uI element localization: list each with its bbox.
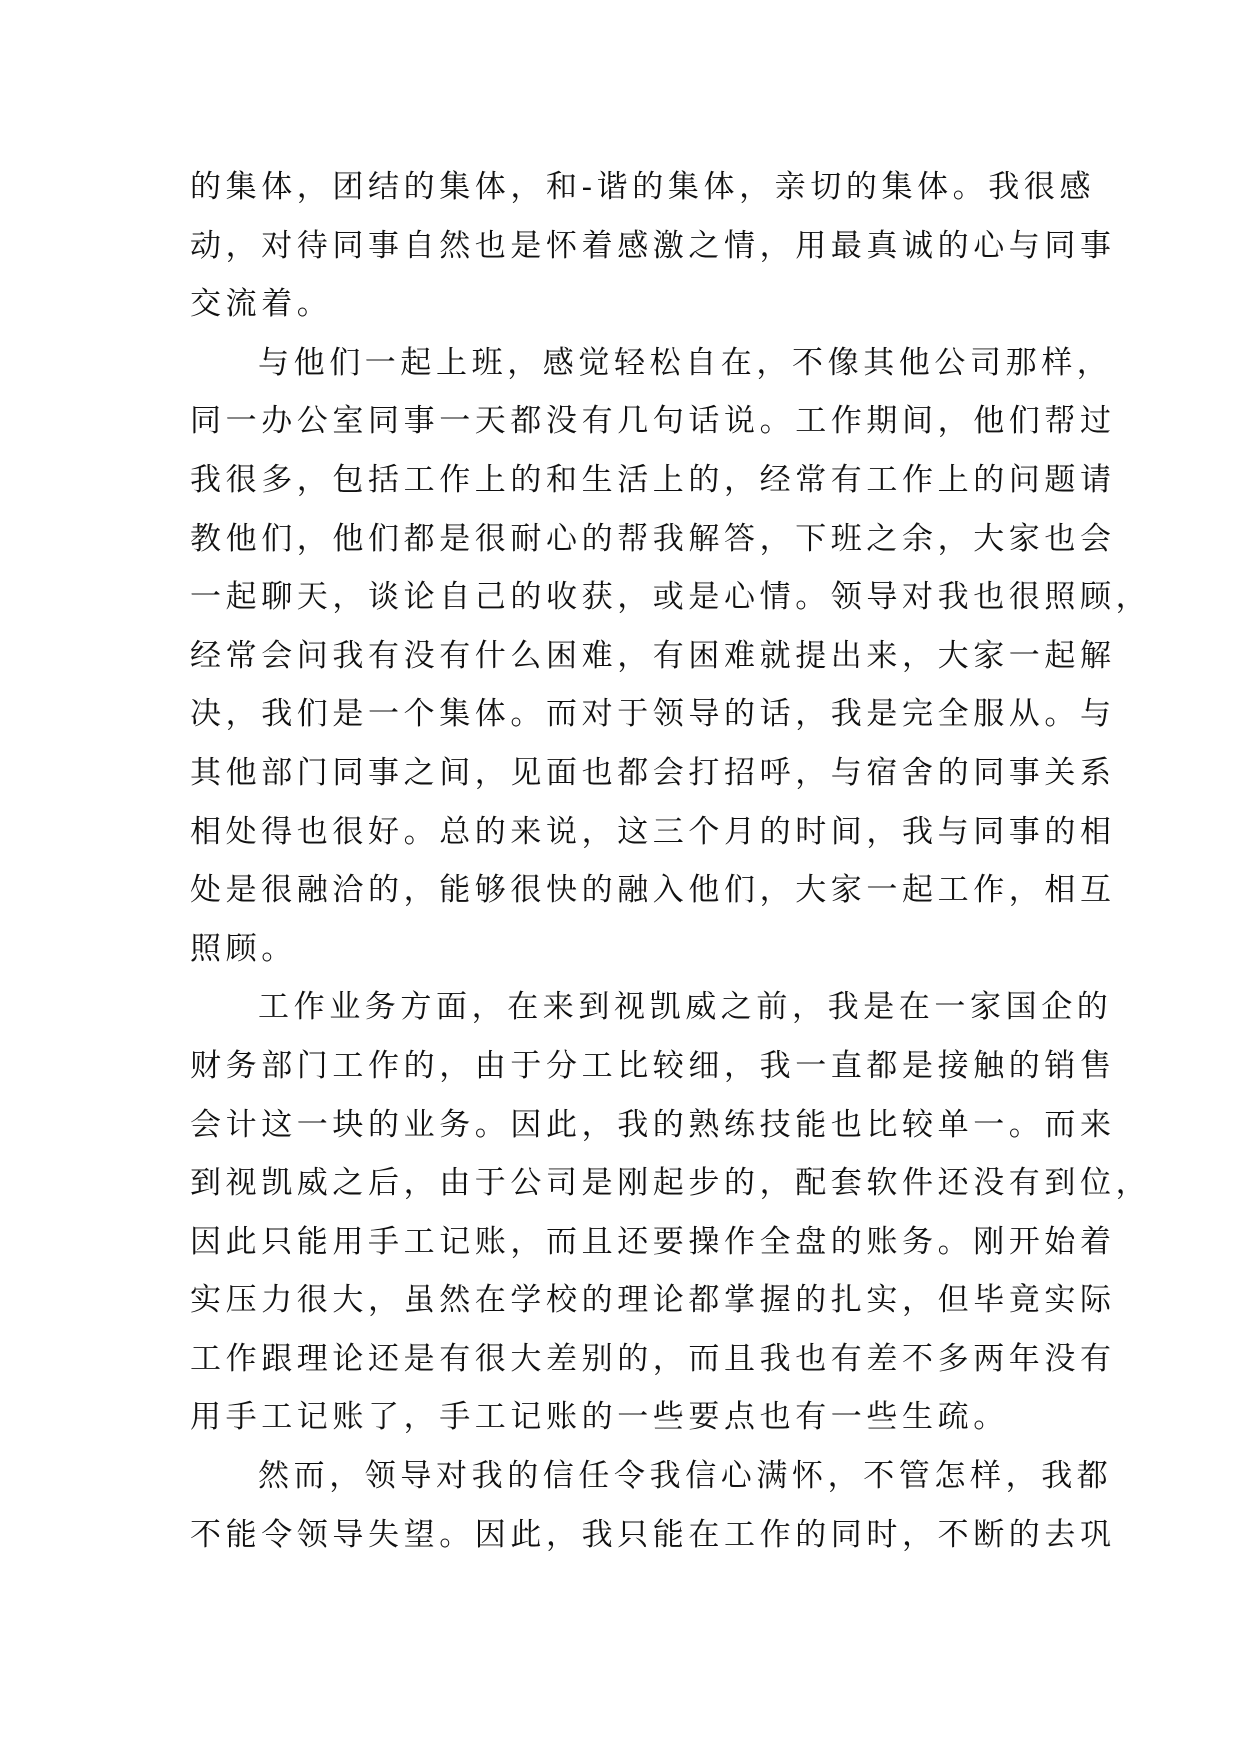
text-line: 照顾。: [190, 930, 297, 967]
paragraph: [190, 334, 1152, 979]
text-line: 会计这一块的业务。因此，我的熟练技能也比较单一。而来: [190, 1106, 1116, 1143]
text-line: 动，对待同事自然也是怀着感激之情，用最真诚的心与同事: [190, 227, 1116, 264]
text-line: 与他们一起上班，感觉轻松自在，不像其他公司那样，: [258, 344, 1113, 381]
text-line: 工作业务方面，在来到视凯威之前，我是在一家国企的: [258, 989, 1113, 1026]
text-line: 工作跟理论还是有很大差别的，而且我也有差不多两年没有: [190, 1340, 1116, 1377]
text-line: 其他部门同事之间，见面也都会打招呼，与宿舍的同事关系: [190, 754, 1116, 791]
text-line: 用手工记账了，手工记账的一些要点也有一些生疏。: [190, 1399, 1009, 1436]
paragraph: [190, 978, 1152, 1447]
text-line: 的集体，团结的集体，和-谐的集体，亲切的集体。我很感: [190, 169, 1096, 205]
paragraph: [190, 1447, 1116, 1564]
text-line: 实压力很大，虽然在学校的理论都掌握的扎实，但毕竟实际: [190, 1282, 1116, 1319]
text-line: 因此只能用手工记账，而且还要操作全盘的账务。刚开始着: [190, 1223, 1116, 1260]
text-line: 处是很融洽的，能够很快的融入他们，大家一起工作，相互: [190, 872, 1116, 909]
text-line: 不能令领导失望。因此，我只能在工作的同时，不断的去巩: [190, 1516, 1116, 1553]
text-line: 教他们，他们都是很耐心的帮我解答，下班之余，大家也会: [190, 520, 1116, 557]
text-line: 我很多，包括工作上的和生活上的，经常有工作上的问题请: [190, 461, 1116, 498]
text-line: 交流着。: [190, 286, 333, 323]
text-line: 一起聊天，谈论自己的收获，或是心情。领导对我也很照顾，: [190, 579, 1152, 616]
text-line: 相处得也很好。总的来说，这三个月的时间，我与同事的相: [190, 813, 1116, 850]
paragraph: [190, 158, 1116, 334]
text-line: 决，我们是一个集体。而对于领导的话，我是完全服从。与: [190, 696, 1116, 733]
text-line: 经常会问我有没有什么困难，有困难就提出来，大家一起解: [190, 637, 1116, 674]
text-line: 同一办公室同事一天都没有几句话说。工作期间，他们帮过: [190, 403, 1116, 440]
text-line: 财务部门工作的，由于分工比较细，我一直都是接触的销售: [190, 1047, 1116, 1084]
text-line: 到视凯威之后，由于公司是刚起步的，配套软件还没有到位，: [190, 1165, 1152, 1202]
document-body: [190, 158, 1152, 1564]
text-line: 然而，领导对我的信任令我信心满怀，不管怎样，我都: [258, 1458, 1113, 1495]
